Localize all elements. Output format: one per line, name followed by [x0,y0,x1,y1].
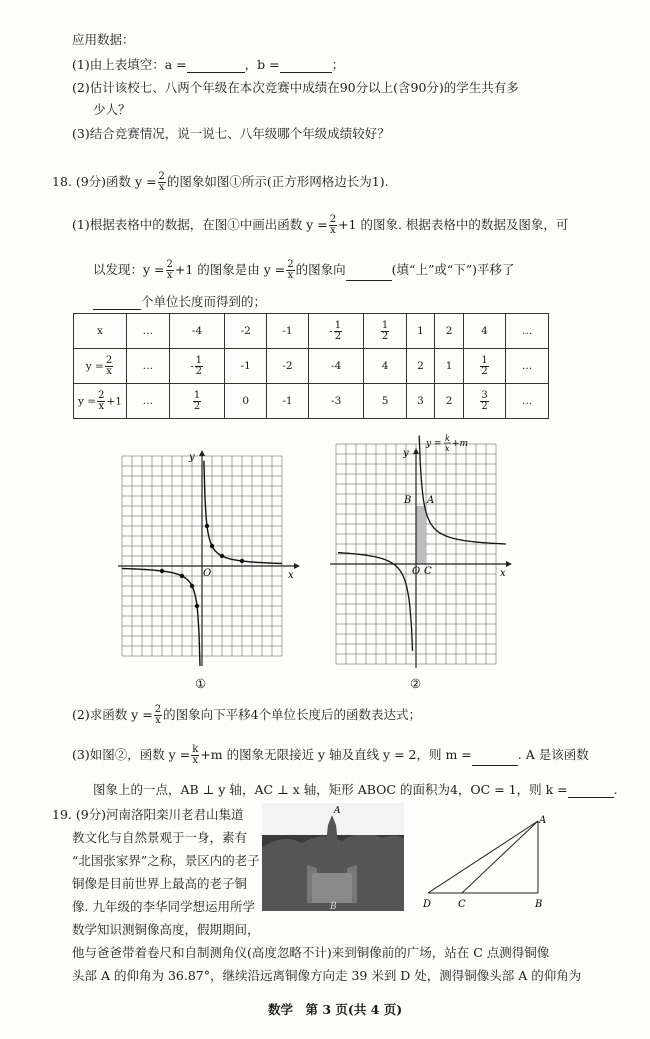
frac-den: x [98,400,105,412]
tri-label-A: A [539,815,547,826]
table-cell: … [127,384,170,419]
table-cell: … [127,314,170,349]
frac-den: x [155,715,161,726]
text: . [613,782,618,797]
frac-2-over-x [166,260,174,281]
q19-line-8: 头部 A 的仰角为 36.87°，继续沿远离铜像方向走 39 米到 D 处，测得铜像头部 A 的仰角为 [72,968,582,983]
photo-label-B: B [330,902,337,911]
text: (1)根据表格中的数据，在图①中画出函数 y = [72,217,328,232]
q19-line-3: “北国张家界”之称，景区内的老子 [72,853,260,868]
table-cell: 4 [463,314,505,349]
label-text: +1 [106,395,122,407]
answer-blank-a[interactable] [187,59,245,73]
q18-part3-line2 [93,780,618,798]
y-label: y [189,452,195,463]
row-label-y-plus-1 [74,384,127,419]
q17-part3: (3)结合竞赛情况，说一说七、八年级哪个年级成绩较好？ [72,126,390,141]
q19-line-1: 19. (9分)河南洛阳栾川老君山集道 [52,807,244,822]
table-cell: 5 [364,384,406,419]
frac-den: x [166,270,173,281]
curve-2-over-x-branch-2 [122,569,200,667]
q19-line-5: 像. 九年级的李华同学想运用所学 [72,899,255,914]
q17-intro: 应用数据： [72,32,135,47]
triangle-diagram [418,813,548,913]
table-cell: … [506,384,549,419]
text: +1 的图象是由 y = [174,262,286,277]
text: . A 是该函数 [517,747,589,762]
q19-line-7: 他与爸爸带着卷尺和自制测角仪(高度忽略不计)来到铜像前的广场，站在 C 点测得铜像 [72,945,550,960]
table-cell: -1 [225,349,267,384]
table-cell: 2 [406,349,435,384]
answer-blank-direction[interactable] [346,267,392,281]
table-cell: $\frac{1}{2}$ [364,314,406,349]
frac-num: 2 [287,259,294,270]
frac-den: x [287,270,294,281]
q18-part1-line3 [93,292,266,310]
pedestal [312,873,352,903]
frac-2-over-x [286,260,294,281]
q19-line-6: 数学知识测铜像高度，假期期间， [72,922,260,937]
plotted-point [190,584,194,588]
q17-part1 [72,55,344,73]
frac-den: x [158,182,165,193]
point-A-label: A [427,495,435,506]
table-cell: $\frac{1}{2}$ [463,349,505,384]
row-label-x: x [74,314,127,349]
label-text: y = [78,395,97,407]
tri-label-C: C [458,899,466,910]
y-axis-arrow [199,450,205,456]
frac-num: 2 [158,171,165,182]
frac-den: x [192,755,199,766]
q17-part1-text-a: (1)由上表填空：a = [72,57,187,72]
table-cell: -2 [225,314,267,349]
table-cell: 3 [406,384,435,419]
table-row-y [74,349,549,384]
table-cell: -4 [169,314,225,349]
answer-blank-m[interactable] [472,752,518,766]
figure-1 [118,448,300,678]
table-cell: … [506,314,549,349]
table-cell: 2 [435,384,464,419]
row-label-y [74,349,127,384]
frac-num: 2 [166,259,173,270]
plotted-point [205,524,209,528]
text: 的图象向 [295,262,346,277]
table-cell: -1 [267,314,309,349]
tri-label-D: D [423,899,432,910]
table-cell: $\frac{3}{2}$ [463,384,505,419]
q18-heading-b: 的图象如图①所示(正方形网格边长为1). [166,174,389,189]
figure-1-caption: ① [195,676,207,691]
origin-label: O [412,566,421,577]
table-cell: 1 [406,314,435,349]
table-cell: -2 [267,349,309,384]
q17-part2: (2)估计该校七、八两个年级在本次竞赛中成绩在90分以上(含90分)的学生共有多 [72,80,519,95]
frac-2-over-x [329,215,337,236]
line-DA [428,821,538,893]
figure-2-caption: ② [410,676,422,691]
photo-label-A: A [334,806,341,816]
x-axis-arrow [506,561,512,567]
text: 图象上的一点，AB ⊥ y 轴，AC ⊥ x 轴，矩形 ABOC 的面积为4，OC = 1，则 k = [93,782,568,797]
table-cell: - $\frac{1}{2}$ [308,314,364,349]
func-label-x: x [445,444,450,453]
frac-2-over-x [97,391,105,412]
text: +1 的图象. 根据表格中的数据及图象，可 [338,217,569,232]
frac-num: 2 [154,704,162,715]
x-label: x [288,570,294,581]
table-cell: -3 [308,384,364,419]
y-axis-arrow [413,448,419,454]
plotted-point [220,554,224,558]
frac-k-over-x [191,745,199,766]
q18-heading-a: 18. (9分)函数 y = [52,174,157,189]
q17-part2-cont: 少人？ [93,102,131,117]
text: (填“上”或“下”)平移了 [391,262,515,277]
table-cell: 4 [364,349,406,384]
func-label-b: +m [452,439,469,449]
frac-2-over-x [154,705,162,726]
text: +m 的图象无限接近 y 轴及直线 y = 2，则 m = [200,747,472,762]
frac-num: 2 [105,354,113,366]
answer-blank-k[interactable] [568,784,614,798]
value-table [73,313,549,419]
text: 的图象向下平移4个单位长度后的函数表达式； [163,707,422,722]
figure-2 [330,430,512,682]
text: (2)求函数 y = [72,707,153,722]
table-cell: - $\frac{1}{2}$ [169,349,225,384]
plotted-point [160,569,164,573]
plotted-point [240,559,244,563]
q17-part1-text-c: ； [331,57,345,72]
plotted-point [180,574,184,578]
answer-blank-b[interactable] [280,59,332,73]
table-cell: -4 [308,349,364,384]
y-label: y [403,448,409,459]
curve-k-over-x-branch-2 [338,553,413,651]
table-row-y-plus-1 [74,384,549,419]
table-cell: … [127,349,170,384]
point-C-label: C [424,566,432,577]
table-cell: 1 [435,349,464,384]
plotted-point [210,544,214,548]
frac-num: 2 [98,389,105,401]
q19-line-4: 铜像是目前世界上最高的老子铜 [72,876,248,891]
q17-part1-text-b: ，b = [244,57,280,72]
point-B-label: B [404,495,412,506]
tri-label-B: B [535,899,543,910]
frac-num: 2 [329,214,337,225]
frac-num: k [192,744,199,755]
q18-heading [52,172,389,193]
frac-den: x [330,225,336,236]
text: 以发现：y = [93,262,165,277]
answer-blank-units[interactable] [93,296,141,310]
table-cell: 2 [435,314,464,349]
origin-label: O [203,568,212,579]
rectangle-ABOC [416,506,426,564]
q18-part1-line2 [93,260,515,281]
frac-2-over-x [158,172,166,193]
func-label-k: k [445,434,450,443]
plotted-point [195,604,199,608]
q18-part2 [72,705,421,726]
func-label-a: y = [426,439,442,449]
table-cell: $\frac{1}{2}$ [169,384,225,419]
q18-part3-line1 [72,745,589,766]
statue-photo [262,803,404,911]
curve-k-over-x-branch-1 [419,436,506,545]
table-row-x [74,314,549,349]
table-cell: -1 [267,384,309,419]
page-footer: 数学 第 3 页(共 4 页) [268,1002,403,1017]
x-label: x [500,568,506,579]
text: (3)如图②，函数 y = [72,747,191,762]
text: 个单位长度而得到的； [141,294,267,309]
line-CA [462,821,538,893]
frac-den: x [106,365,112,377]
q19-line-2: 教文化与自然景观于一身，素有 [72,830,248,845]
table-cell: 0 [225,384,267,419]
frac-2-over-x [105,356,113,377]
table-cell: … [506,349,549,384]
label-text: y = [85,360,104,372]
x-axis-arrow [294,563,300,569]
q18-part1-line1 [72,215,568,236]
